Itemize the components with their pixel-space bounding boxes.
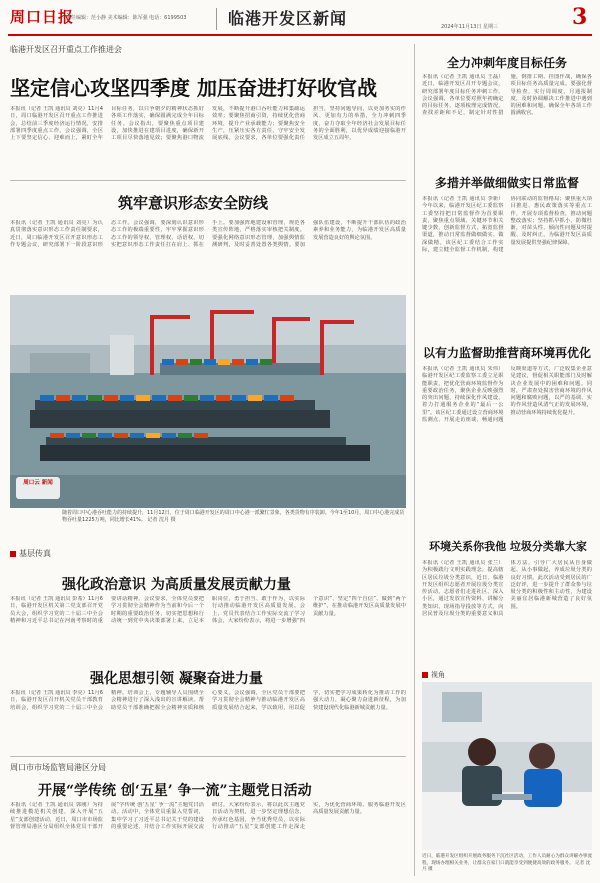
photo-watermark: 周口云 新闻 [23, 480, 53, 486]
editor-info: 责任编辑：范小静 美术编辑：陈军强 电话：6199503 [66, 15, 187, 21]
lead-body: 本报讯（记者 王凯 通讯员 刘亮）11月4日，周口临港开发区召开重点工作推进会，总结前三季度经济运行情况，安排部署四季度重点工作。会议强调，全区上下要坚定信心、迎难而上，紧盯全年目标任务，以只争朝夕的精神状态抓好各项工作落实，确保圆满完成全年目标任务。会议指出，要聚焦重点项目建设，加快推进在建项目进度，确保新开工项目尽快落地见效；要聚焦港口物流发展，不断提升港口吞吐能力和集疏运效率；要聚焦招商引资，持续优化营商环境，提升产业承载能力；要聚焦安全生产，压紧压实各方责任，守牢安全发展底线。会议要求，各单位要强化责任担当，坚持问题导向，以更加务实的作风、更加有力的举措，全力冲刺四季度，奋力夺取全年经济社会发展目标任务的全面胜利，以优异成绩迎接临港开发区成立五周年。 [10, 106, 406, 142]
section-label [10, 548, 51, 559]
logistics-kicker: 周口市市场监管局港区分局 [10, 763, 106, 772]
grassroots-story1-headline: 强化政治意识 为高质量发展贡献力量 [62, 577, 291, 593]
right-story1-headline: 全力冲刺年度目标任务 [446, 56, 567, 70]
photo-section-label-text: 视角 [431, 671, 445, 679]
right-story3-headline: 以有力监督助推营商环境再优化 [422, 346, 591, 360]
safety-body: 本报讯（记者 王凯 通讯员 刘亮）为认真贯彻落实意识形态工作责任制要求，近日，周口临港开发区召开意识形态工作专题会议，研究部署下一阶段意识形态工作。会议强调，要深刻认识意识形态工作的极端重要性，牢牢掌握意识形态工作的领导权、管理权、话语权，切实把意识形态工作责任扛在肩上、抓在手上。要加强阵地建设和管理，规范各类宣传阵地，严格落实审核把关制度。要强化网络意识形态管理，加强舆情监测研判，及时妥善处置各类舆情。要加强队伍建设，不断提升干部队伍的政治素养和业务能力，为临港开发区高质量发展营造良好的舆论氛围。 [10, 220, 406, 248]
right-story4-headline: 环境关系你我他 垃圾分类靠大家 [429, 540, 587, 553]
newspaper-logo: 周口日报 [10, 8, 75, 26]
right-story4-body: 本报讯（记者 王凯 通讯员 张兰）为积极践行文明实践理念，提高辖区居民垃圾分类意识，近日，临港开发区组织志愿者开展垃圾分类宣传活动。志愿者们走进社区、深入小区，通过发放宣传资料、讲解分类知识、现场指导投放等方式，向居民普及垃圾分类的重要意义和具体方法，引导广大居民从自身做起、从小事做起，养成垃圾分类的良好习惯。此次活动受到居民的广泛好评，进一步提升了群众参与垃圾分类的积极性和主动性，为建设美丽宜居临港新城营造了良好氛围。 [422, 560, 592, 618]
safety-headline: 筑牢意识形态安全防线 [118, 194, 269, 212]
page-number: 3 [572, 4, 588, 30]
lead-kicker: 临港开发区召开重点工作推进会 [10, 45, 122, 54]
service-photo-caption: 近日，临港开发区组织开展政务服务下沉社区活动，工作人员耐心为群众讲解办事流程，现场办理相关业务，让群众在家门口就能享受到便捷高效的政务服务。 记者 沈月 摄 [422, 854, 592, 872]
right-story3-body: 本报讯（记者 王凯 通讯员 朱伟）临港开发区纪工委监察工委立足职能职责，把优化营商环境监督作为重要政治任务，聚焦企业反映强烈的突出问题，持续深化作风建设，着力打通服务企业的“最后一公里”。该区纪工委通过设立营商环境监测点、开展走访座谈、畅通问题反映渠道等方式，广泛收集企业意见建议，督促相关职能部门及时解决企业发展中的困难和问题。同时，严肃查处损害营商环境的作风问题和腐败问题，以严的基调、实的作风营造风清气正的发展环境，推动营商环境持续优化提升。 [422, 366, 592, 424]
divider [10, 756, 406, 757]
service-photo [422, 682, 592, 850]
service-scene-illustration [422, 682, 592, 850]
port-scene-illustration [10, 295, 406, 508]
right-story1-body: 本报讯（记者 王凯 通讯员 王磊）近日，临港开发区召开专题会议，研究部署年度目标任务冲刺工作。会议强调，各单位要对照年初确定的目标任务，逐项梳理完成情况，查找差距和不足，制定针对性措施，倒排工期、挂图作战，确保各项目标任务高质量完成。要强化督导检查，实行周调度、月通报制度，及时协调解决工作推进中遇到的困难和问题，确保全年各项工作圆满收官。 [422, 74, 592, 117]
port-photo [10, 295, 406, 508]
issue-date: 2024年11月13日 星期三 [441, 24, 499, 30]
logistics-headline: 开展“学传统 创‘五星’ 争一流”主题党日活动 [38, 783, 312, 799]
grassroots-story2-headline: 强化思想引领 凝聚奋进力量 [90, 671, 263, 687]
grassroots-story2-body: 本报讯（记者 王凯 通讯员 李亮）11月6日，临港开发区召开机关党员干部教育培训会，组织学习党的二十届三中全会精神。培训会上，专题辅导人员围绕全会精神进行了深入浅出的宣讲解读，帮助党员干部准确把握全会精神实质和核心要义。会议强调，全区党员干部要把学习贯彻全会精神与推动临港开发区高质量发展结合起来，学以致用、用以促学，切实把学习成果转化为推动工作的强大动力，凝心聚力奋进新征程，为加快建设现代化临港新城贡献力量。 [10, 690, 406, 711]
header-rule [8, 34, 592, 36]
divider [10, 180, 406, 181]
logistics-body: 本报讯（记者 王凯 通讯员 郭刚）为持续推进模范机关创建，深入开展“五星”支部创建活动，近日，周口市市场监督管理局港区分局组织全体党员干部开展“学传统 创‘五星’ 争一流”主题党日活动。活动中，全体党员重温入党誓词，集中学习了习近平总书记关于党的建设的重要论述，并结合工作实际开展交流研讨。大家纷纷表示，将以此次主题党日活动为契机，进一步坚定理想信念，传承红色基因，争当优秀党员，以实际行动推动“五星”支部创建工作走深走实，为优化营商环境、服务临港开发区高质量发展贡献力量。 [10, 802, 406, 830]
section-label-text: 基层传真 [19, 549, 51, 558]
section-marker-icon [422, 672, 428, 678]
grassroots-story1-body: 本报讯（记者 王凯 通讯员 彭希）11月6日，临港开发区机关第二党支部召开党员大会，组织学习党的二十届三中全会精神和习近平总书记在河南考察时的重要讲话精神。会议要求，全体党员要把学习贯彻全会精神作为当前和今后一个时期的重要政治任务，切实把思想和行动统一到党中央决策部署上来，立足本职岗位，勇于担当、敢于作为，以实际行动推动临港开发区高质量发展。会上，党员代表结合工作实际交流了学习体会，大家纷纷表示，将进一步增强“四个意识”、坚定“四个自信”、做到“两个维护”，在推动临港开发区高质量发展中贡献力量。 [10, 596, 406, 624]
section-title: 临港开发区新闻 [228, 9, 348, 28]
column-divider [414, 44, 415, 876]
header-separator [216, 8, 217, 30]
photo-section-label [422, 670, 445, 680]
lead-headline: 坚定信心攻坚四季度 加压奋进打好收官战 [10, 76, 377, 100]
right-story2-body: 本报讯（记者 王凯 通讯员 李新）今年以来，临港开发区纪工委监察工委坚持把日常监督作为首要职责，聚焦重点领域、关键环节和关键少数，创新监督方式，拓宽监督渠道，推动日常监督做细做实、做深做精。该区纪工委结合工作实际，建立健全监督工作机制，构建协同联动的监督格局；聚焦重大项目推进、惠民政策落实等重点工作，开展专项监督检查，推动问题整改落实；坚持抓早抓小、防微杜渐，对苗头性、倾向性问题及时提醒、及时纠正，为临港开发区高质量发展提供坚强纪律保障。 [422, 196, 592, 254]
right-story2-headline: 多措并举做细做实日常监督 [434, 176, 579, 190]
photo-caption: 随着周口中心港吞吐能力的持续提升，11月12日，位于周口临港开发区的周口中心港一派繁忙景象，各类货物有序装卸。今年1至10月，周口中心港完成货物吞吐量1225万吨，同比增长41%。 记者 沈月 摄 [62, 510, 405, 523]
section-marker-icon [10, 551, 16, 557]
